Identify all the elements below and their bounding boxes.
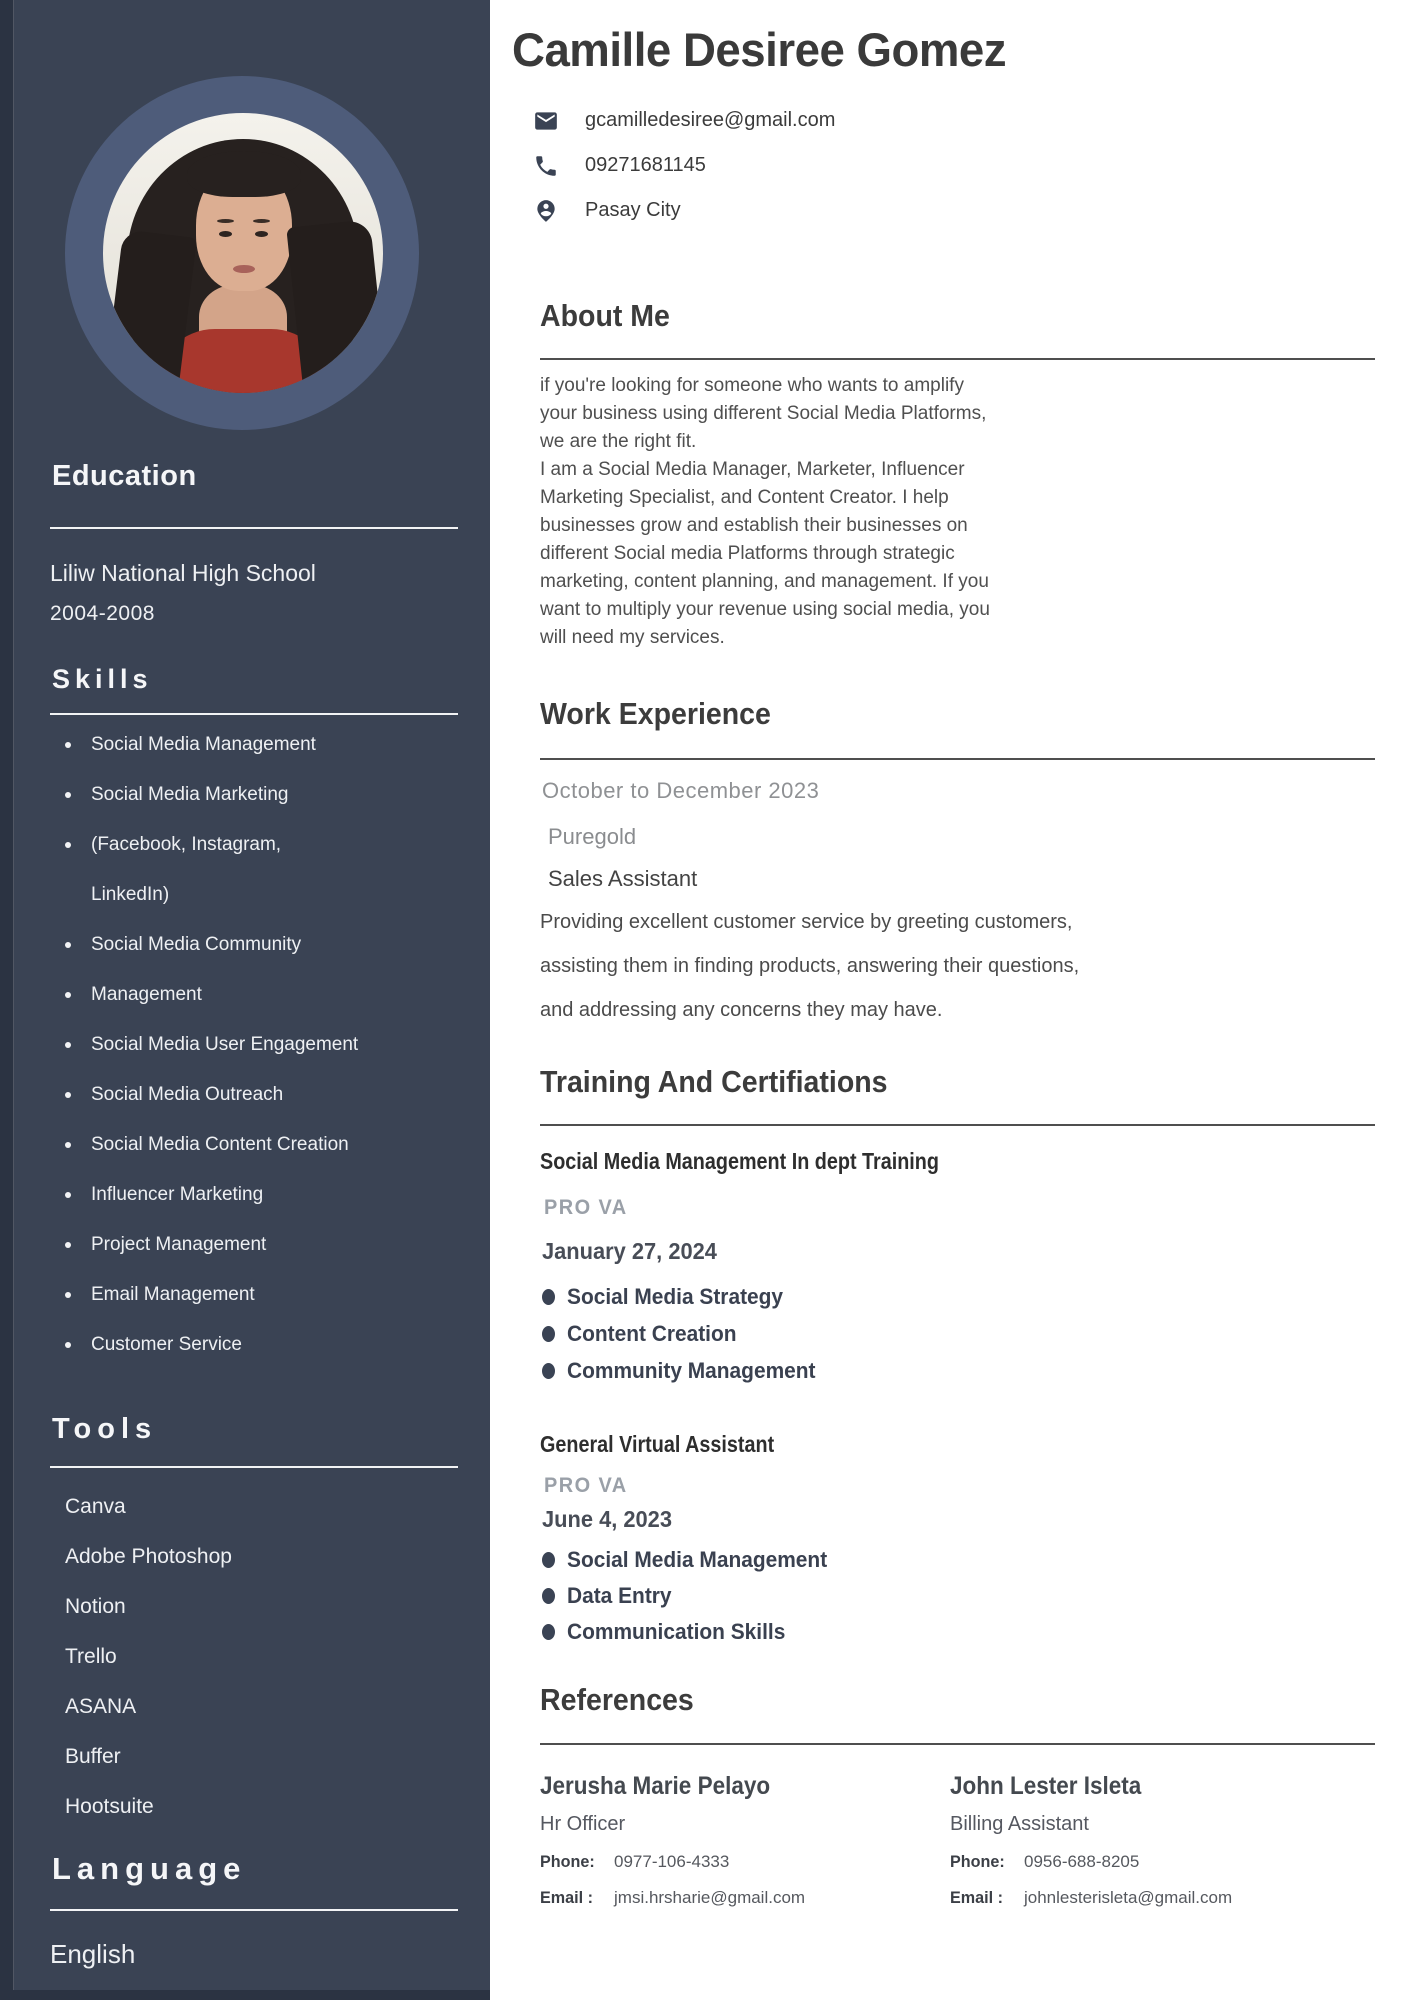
training-entry-bullets bbox=[542, 1542, 841, 1650]
work-period: October to December 2023 bbox=[542, 778, 820, 803]
skills-list bbox=[40, 720, 358, 1370]
about-line: your business using different Social Media Platforms, bbox=[540, 403, 987, 424]
reference-role: Billing Assistant bbox=[950, 1813, 1089, 1835]
skill-item bbox=[40, 820, 358, 870]
language-divider bbox=[50, 1909, 458, 1911]
skill-item bbox=[40, 970, 358, 1020]
tools-heading: Tools bbox=[52, 1413, 158, 1445]
training-bullet-item bbox=[542, 1278, 829, 1315]
skill-item bbox=[40, 1270, 358, 1320]
about-line: different Social media Platforms through strategic bbox=[540, 543, 955, 564]
email-value: gcamilledesiree@gmail.com bbox=[585, 109, 836, 131]
tool-label: ASANA bbox=[65, 1695, 137, 1718]
tool-item bbox=[40, 1582, 232, 1632]
skill-label: LinkedIn) bbox=[91, 884, 170, 905]
bullet-dot-icon bbox=[542, 1624, 555, 1640]
work-description-line: assisting them in finding products, answering their questions, bbox=[540, 955, 1080, 977]
tool-label: Hootsuite bbox=[65, 1795, 154, 1818]
training-divider bbox=[540, 1124, 1375, 1126]
training-bullet-label: Social Media Management bbox=[567, 1547, 828, 1572]
training-bullet-item bbox=[542, 1315, 829, 1352]
bullet-dot-icon bbox=[542, 1588, 555, 1604]
tool-label: Adobe Photoshop bbox=[65, 1545, 232, 1568]
photo-eye bbox=[255, 231, 268, 237]
skill-item bbox=[40, 1320, 358, 1370]
about-line: marketing, content planning, and management. If you bbox=[540, 571, 989, 592]
skill-item bbox=[40, 1170, 358, 1220]
training-heading: Training And Certifiations bbox=[540, 1064, 888, 1099]
tool-label: Canva bbox=[65, 1495, 126, 1518]
training-entry-date: June 4, 2023 bbox=[542, 1506, 672, 1532]
training-bullet-item bbox=[542, 1352, 829, 1389]
tool-item bbox=[40, 1632, 232, 1682]
skills-divider bbox=[50, 713, 458, 715]
phone-label: Phone: bbox=[540, 1852, 595, 1871]
reference-card bbox=[540, 1772, 940, 1908]
training-bullet-label: Content Creation bbox=[567, 1320, 737, 1346]
training-entry-title: General Virtual Assistant bbox=[540, 1431, 775, 1457]
about-line: if you're looking for someone who wants to amplify bbox=[540, 375, 964, 396]
phone-icon bbox=[533, 153, 559, 179]
about-line: I am a Social Media Manager, Marketer, Influencer bbox=[540, 459, 965, 480]
phone-value: 09271681145 bbox=[585, 154, 706, 176]
email-label: Email : bbox=[540, 1888, 593, 1907]
contact-email-row bbox=[533, 98, 835, 143]
photo-fringe bbox=[187, 151, 301, 197]
skill-item bbox=[40, 1020, 358, 1070]
photo-brow bbox=[253, 219, 270, 223]
skill-label: Customer Service bbox=[91, 1334, 242, 1355]
work-divider bbox=[540, 758, 1375, 760]
bullet-dot-icon bbox=[542, 1552, 555, 1568]
bullet-dot-icon bbox=[65, 792, 71, 798]
bullet-dot-icon bbox=[65, 942, 71, 948]
training-entry-org: PRO VA bbox=[544, 1474, 628, 1497]
bullet-dot-icon bbox=[65, 1042, 71, 1048]
training-entry-org: PRO VA bbox=[544, 1196, 628, 1219]
references-heading: References bbox=[540, 1682, 694, 1717]
bullet-dot-icon bbox=[65, 1142, 71, 1148]
skill-label: Social Media User Engagement bbox=[91, 1034, 359, 1055]
reference-phone-row bbox=[950, 1852, 1350, 1872]
contact-list bbox=[533, 98, 835, 233]
bullet-dot-icon bbox=[542, 1289, 555, 1305]
work-company: Puregold bbox=[548, 824, 637, 849]
skill-label: Social Media Marketing bbox=[91, 784, 289, 805]
profile-photo bbox=[103, 113, 383, 393]
tool-item bbox=[40, 1782, 232, 1832]
tools-divider bbox=[50, 1466, 458, 1468]
photo-brow bbox=[217, 219, 234, 223]
work-experience-heading: Work Experience bbox=[540, 696, 771, 731]
training-bullet-item bbox=[542, 1614, 841, 1650]
reference-phone: 0956-688-8205 bbox=[1024, 1852, 1140, 1871]
skill-label: Social Media Outreach bbox=[91, 1084, 284, 1105]
reference-email: johnlesterisleta@gmail.com bbox=[1024, 1888, 1233, 1907]
education-heading: Education bbox=[52, 460, 197, 492]
sidebar bbox=[0, 0, 490, 2000]
contact-location-row bbox=[533, 188, 835, 233]
training-bullet-item bbox=[542, 1542, 841, 1578]
tool-label: Buffer bbox=[65, 1745, 121, 1768]
about-heading: About Me bbox=[540, 298, 670, 333]
reference-email: jmsi.hrsharie@gmail.com bbox=[614, 1888, 806, 1907]
work-description-line: and addressing any concerns they may have. bbox=[540, 999, 943, 1021]
about-line: businesses grow and establish their businesses on bbox=[540, 515, 968, 536]
skill-item bbox=[40, 1120, 358, 1170]
tool-label: Trello bbox=[65, 1645, 117, 1668]
work-description-line: Providing excellent customer service by greeting customers, bbox=[540, 911, 1073, 933]
tool-label: Notion bbox=[65, 1595, 126, 1618]
skill-label: Project Management bbox=[91, 1234, 267, 1255]
photo-lips bbox=[233, 265, 255, 273]
skill-item bbox=[40, 770, 358, 820]
skill-label: Social Media Community bbox=[91, 934, 302, 955]
reference-email-row bbox=[950, 1888, 1350, 1908]
training-entry-bullets bbox=[542, 1278, 829, 1389]
reference-role: Hr Officer bbox=[540, 1813, 626, 1835]
skill-item bbox=[40, 720, 358, 770]
person-name: Camille Desiree Gomez bbox=[512, 23, 1007, 76]
contact-phone-row bbox=[533, 143, 835, 188]
bullet-dot-icon bbox=[65, 742, 71, 748]
email-label: Email : bbox=[950, 1888, 1003, 1907]
skills-heading: Skills bbox=[52, 664, 153, 694]
skill-item bbox=[40, 1220, 358, 1270]
reference-email-row bbox=[540, 1888, 940, 1908]
training-bullet-label: Social Media Strategy bbox=[567, 1283, 784, 1309]
bullet-dot-icon bbox=[65, 1242, 71, 1248]
tool-item bbox=[40, 1732, 232, 1782]
skill-label: Social Media Management bbox=[91, 734, 316, 755]
tool-item bbox=[40, 1682, 232, 1732]
skill-label: (Facebook, Instagram, bbox=[91, 834, 282, 855]
location-value: Pasay City bbox=[585, 199, 681, 221]
about-line: we are the right fit. bbox=[540, 431, 697, 452]
training-entry-title: Social Media Management In dept Training bbox=[540, 1148, 939, 1174]
skill-label: Management bbox=[91, 984, 202, 1005]
training-bullet-label: Community Management bbox=[567, 1357, 816, 1383]
bullet-dot-icon bbox=[542, 1363, 555, 1379]
about-divider bbox=[540, 358, 1375, 360]
bullet-dot-icon bbox=[65, 1092, 71, 1098]
skill-label: Email Management bbox=[91, 1284, 255, 1305]
reference-phone: 0977-106-4333 bbox=[614, 1852, 730, 1871]
reference-name: John Lester Isleta bbox=[950, 1772, 1142, 1800]
bullet-dot-icon bbox=[65, 1192, 71, 1198]
about-text bbox=[540, 372, 990, 652]
education-years: 2004-2008 bbox=[50, 602, 155, 625]
skill-item bbox=[40, 1070, 358, 1120]
tool-item bbox=[40, 1482, 232, 1532]
reference-name: Jerusha Marie Pelayo bbox=[540, 1772, 771, 1800]
bullet-dot-icon bbox=[542, 1326, 555, 1342]
skill-label: Social Media Content Creation bbox=[91, 1134, 349, 1155]
sidebar-edge-strip bbox=[0, 0, 14, 2000]
bullet-dot-icon bbox=[65, 992, 71, 998]
bullet-dot-icon bbox=[65, 1342, 71, 1348]
skill-item bbox=[40, 920, 358, 970]
photo-hair-strand bbox=[286, 219, 383, 393]
about-line: want to multiply your revenue using social media, you bbox=[540, 599, 990, 620]
tool-item bbox=[40, 1532, 232, 1582]
language-heading: Language bbox=[52, 1851, 247, 1886]
skill-label: Influencer Marketing bbox=[91, 1184, 264, 1205]
location-pin-icon bbox=[533, 198, 559, 224]
language-item: English bbox=[50, 1939, 136, 1969]
training-entry-date: January 27, 2024 bbox=[542, 1238, 717, 1264]
about-line: Marketing Specialist, and Content Creator. I help bbox=[540, 487, 949, 508]
photo-eye bbox=[219, 231, 232, 237]
reference-phone-row bbox=[540, 1852, 940, 1872]
about-line: will need my services. bbox=[540, 627, 725, 648]
sidebar-bottom-strip bbox=[0, 1990, 490, 2000]
work-role: Sales Assistant bbox=[548, 866, 698, 891]
tools-list bbox=[40, 1482, 232, 1832]
references-divider bbox=[540, 1743, 1375, 1745]
bullet-dot-icon bbox=[65, 842, 71, 848]
reference-card bbox=[950, 1772, 1350, 1908]
education-school: Liliw National High School bbox=[50, 560, 316, 586]
work-description bbox=[540, 900, 1079, 1032]
training-bullet-label: Data Entry bbox=[567, 1583, 672, 1608]
skill-item bbox=[40, 870, 358, 920]
bullet-dot-icon bbox=[65, 1292, 71, 1298]
phone-label: Phone: bbox=[950, 1852, 1005, 1871]
email-icon bbox=[533, 108, 559, 134]
training-bullet-label: Communication Skills bbox=[567, 1619, 786, 1644]
training-bullet-item bbox=[542, 1578, 841, 1614]
education-divider bbox=[50, 527, 458, 529]
